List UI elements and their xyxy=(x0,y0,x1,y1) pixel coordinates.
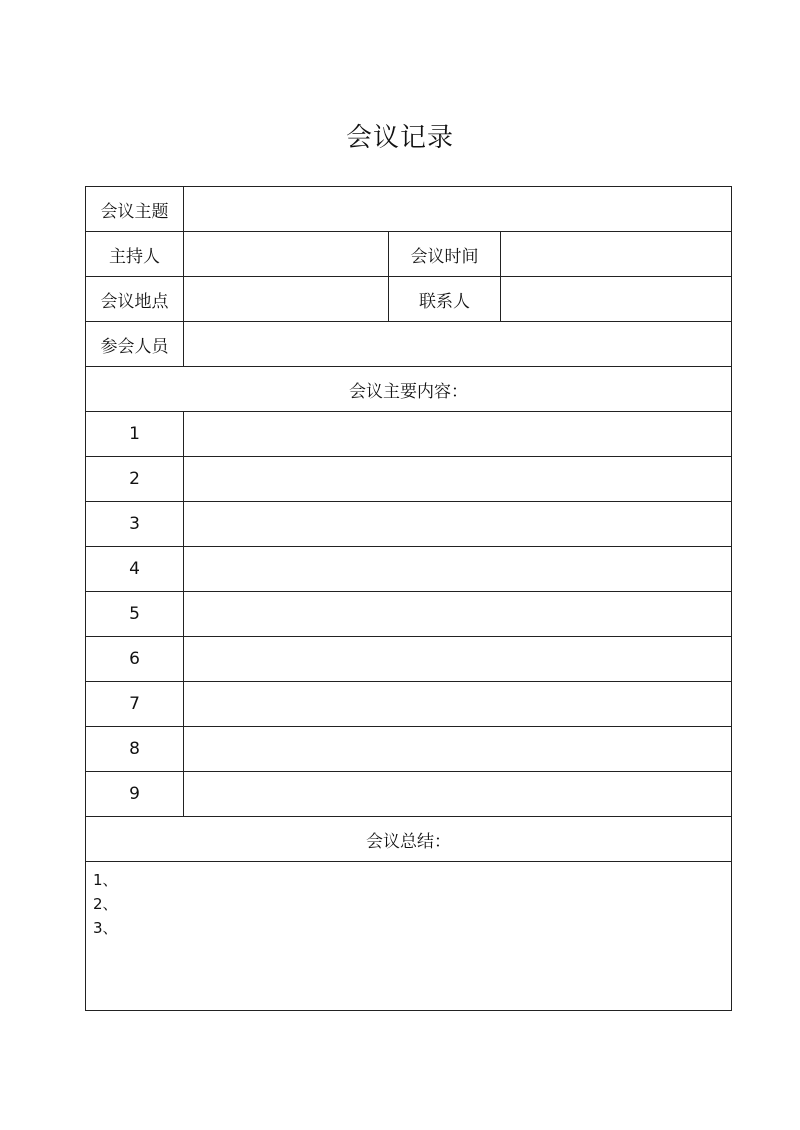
attendees-row xyxy=(86,322,732,367)
content-item-row xyxy=(86,457,732,502)
content-item-row xyxy=(86,637,732,682)
topic-label: 会议主题 xyxy=(86,187,184,232)
contact-field[interactable] xyxy=(501,277,732,322)
content-item-field[interactable] xyxy=(184,547,732,592)
content-item-row xyxy=(86,502,732,547)
content-item-field[interactable] xyxy=(184,637,732,682)
content-item-field[interactable] xyxy=(184,592,732,637)
location-field[interactable] xyxy=(184,277,389,322)
content-item-field[interactable] xyxy=(184,682,732,727)
summary-heading-row xyxy=(86,817,732,862)
summary-line: 2、 xyxy=(93,895,118,913)
summary-line: 1、 xyxy=(93,871,118,889)
summary-field[interactable] xyxy=(86,862,732,1011)
content-item-number: 7 xyxy=(86,682,184,727)
content-item-row xyxy=(86,412,732,457)
content-item-row xyxy=(86,727,732,772)
summary-line: 3、 xyxy=(93,919,118,937)
content-item-number: 9 xyxy=(86,772,184,817)
content-item-row xyxy=(86,547,732,592)
content-item-row xyxy=(86,772,732,817)
content-item-number: 6 xyxy=(86,637,184,682)
content-item-row xyxy=(86,682,732,727)
host-label: 主持人 xyxy=(86,232,184,277)
time-label: 会议时间 xyxy=(389,232,501,277)
attendees-field[interactable] xyxy=(184,322,732,367)
location-contact-row xyxy=(86,277,732,322)
content-item-number: 5 xyxy=(86,592,184,637)
content-item-field[interactable] xyxy=(184,457,732,502)
content-item-number: 8 xyxy=(86,727,184,772)
attendees-label: 参会人员 xyxy=(86,322,184,367)
host-field[interactable] xyxy=(184,232,389,277)
meeting-record-form xyxy=(85,186,732,1011)
summary-heading: 会议总结： xyxy=(86,817,732,862)
page-title: 会议记录 xyxy=(345,123,454,153)
content-item-field[interactable] xyxy=(184,502,732,547)
content-heading: 会议主要内容： xyxy=(86,367,732,412)
content-item-field[interactable] xyxy=(184,412,732,457)
summary-row xyxy=(86,862,732,1011)
summary-list xyxy=(86,862,731,940)
content-item-field[interactable] xyxy=(184,727,732,772)
content-item-number: 2 xyxy=(86,457,184,502)
location-label: 会议地点 xyxy=(86,277,184,322)
content-heading-row xyxy=(86,367,732,412)
content-item-row xyxy=(86,592,732,637)
contact-label: 联系人 xyxy=(389,277,501,322)
content-item-number: 4 xyxy=(86,547,184,592)
time-field[interactable] xyxy=(501,232,732,277)
content-item-number: 3 xyxy=(86,502,184,547)
topic-field[interactable] xyxy=(184,187,732,232)
host-time-row xyxy=(86,232,732,277)
topic-row xyxy=(86,187,732,232)
content-item-number: 1 xyxy=(86,412,184,457)
content-item-field[interactable] xyxy=(184,772,732,817)
